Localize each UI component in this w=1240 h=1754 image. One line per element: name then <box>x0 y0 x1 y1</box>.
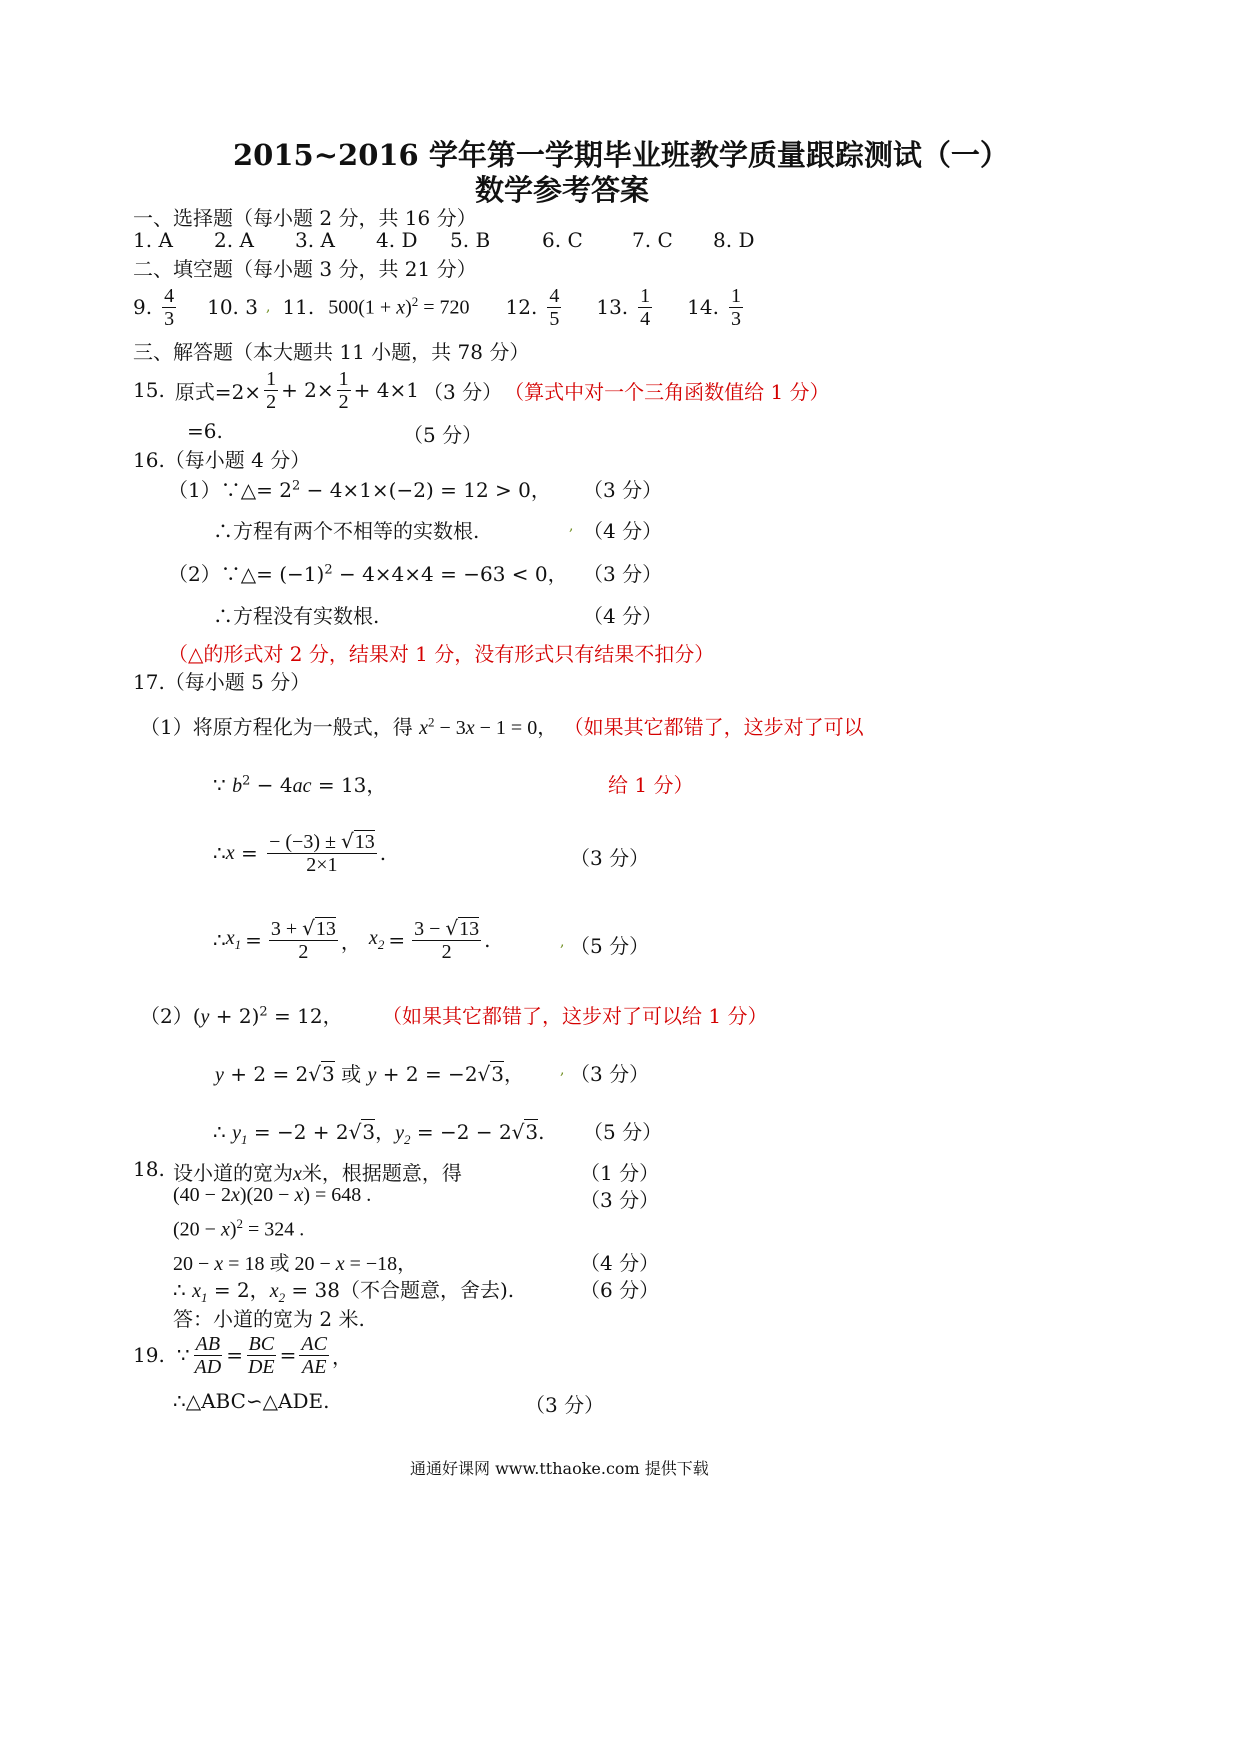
variable: y <box>215 1064 224 1086</box>
expr-variable: x <box>396 296 406 319</box>
q16-part2-conclusion-score: （4 分） <box>583 604 663 628</box>
fraction-denominator: 2 <box>441 941 452 963</box>
q19-fraction-2 <box>246 1333 277 1378</box>
q17-part1-text: （1）将原方程化为一般式，得 <box>140 715 413 739</box>
numerator-part: − (−3) ± <box>269 831 341 853</box>
scan-mark: , <box>265 299 271 315</box>
q18-line1 <box>173 1157 462 1186</box>
fraction-numerator: 4 <box>549 284 560 307</box>
radicand: 3 <box>322 1062 335 1086</box>
q16-part1-rest: − 4×1×(−2) = 12 > 0， <box>300 478 551 502</box>
fill-answer-row <box>133 278 746 336</box>
fraction-denominator: 2 <box>298 941 309 963</box>
q15-line2: =6. <box>187 419 223 443</box>
variable-x1: $x_1$ <box>225 927 242 952</box>
fill-q12-fraction <box>547 285 561 330</box>
fraction-denominator: 3 <box>730 307 741 330</box>
exponent: 2 <box>236 1216 244 1231</box>
expr-part: = 2， <box>207 1278 270 1302</box>
q18-answer: 答：小道的宽为 2 米. <box>173 1307 365 1331</box>
variable: y <box>200 1006 210 1028</box>
q19-fraction-3 <box>299 1333 329 1378</box>
q15-fraction-2 <box>337 368 351 413</box>
q18-text: 米，根据题意，得 <box>301 1161 462 1185</box>
equals: = <box>245 928 262 952</box>
q15-expr-post: + 4×1 <box>353 378 419 402</box>
q17-part2-start: （2）( <box>140 1004 201 1028</box>
q19-conclusion: ∴△ABC∽△ADE. <box>173 1389 330 1413</box>
fill-q14-label: 14. <box>687 295 719 319</box>
choice-answer-1: 1. A <box>133 228 173 252</box>
exponent: 2 <box>259 1004 268 1020</box>
scan-mark: , <box>569 518 574 534</box>
q17-part2-line3 <box>213 1116 545 1148</box>
variable: x <box>293 1163 302 1185</box>
q18-line3 <box>173 1216 304 1242</box>
q15-label: 15. <box>133 378 165 402</box>
q18-label: 18. <box>133 1157 165 1181</box>
q17-grading-note-1: （如果其它都错了，这步对了可以 <box>563 715 864 739</box>
expr-part: (20 − <box>173 1218 221 1241</box>
expr-part: (40 − 2 <box>173 1184 231 1206</box>
footer-source: 通通好课网 www.tthaoke.com 提供下载 <box>410 1459 709 1478</box>
variable: x <box>294 1184 304 1206</box>
exponent: 2 <box>291 478 301 494</box>
q15-score-1: （3 分） <box>423 379 503 404</box>
q17-solutions-score: （5 分） <box>570 934 650 958</box>
q17-discriminant <box>213 769 386 798</box>
q17-root-score: （3 分） <box>570 846 650 870</box>
variable-y2: $y_2$ <box>395 1122 411 1147</box>
or-word: 或 <box>334 1062 368 1086</box>
expr-part: + 2 = −2 <box>376 1062 478 1086</box>
expr-part: )(20 − <box>239 1184 295 1206</box>
variable: ac <box>292 775 312 797</box>
x1-fraction <box>269 917 338 963</box>
fraction-denominator: 2 <box>338 390 349 413</box>
fill-q13-fraction <box>638 285 652 330</box>
section-fill-heading: 二、填空题（每小题 3 分，共 21 分） <box>133 257 477 281</box>
section-solution-heading: 三、解答题（本大题共 11 小题，共 78 分） <box>133 340 530 364</box>
expr-exponent: 2 <box>411 294 419 310</box>
fill-q13-label: 13. <box>596 295 629 319</box>
variable: x <box>230 1184 240 1206</box>
variable: y <box>367 1064 377 1086</box>
variable-x2: $x_2$ <box>269 1280 286 1305</box>
scan-mark: , <box>560 934 565 950</box>
variable-x1: $x_1$ <box>192 1280 208 1305</box>
q16-part2-start: （2）∵△= (−1) <box>168 562 325 586</box>
q16-part1-conclusion-score: （4 分） <box>583 519 663 543</box>
expr-part: = 12， <box>267 1004 343 1028</box>
q17-solutions <box>213 909 490 971</box>
radicand: 13 <box>315 918 336 940</box>
expr-part: − 1 = 0， <box>474 717 558 739</box>
sqrt-icon: √ <box>511 1120 525 1144</box>
expr-part: = 13， <box>311 773 387 797</box>
variable: x <box>225 841 235 864</box>
root-fraction <box>267 830 377 876</box>
radicand: 3 <box>525 1120 539 1144</box>
fraction-numerator <box>412 917 481 941</box>
q16-grading-note: （△的形式对 2 分，结果对 1 分，没有形式只有结果不扣分） <box>168 642 715 666</box>
sqrt-icon: √ <box>348 1120 362 1144</box>
equals: = <box>388 928 406 952</box>
fill-q10: 10. 3 <box>207 295 258 319</box>
radicand: 3 <box>491 1062 505 1086</box>
comma: ， <box>504 1062 525 1086</box>
fraction-numerator <box>267 830 377 854</box>
q16-part2 <box>168 558 568 587</box>
q17-grading-note-2: 给 1 分） <box>608 773 694 797</box>
page-subtitle: 数学参考答案 <box>475 173 650 207</box>
q17-label: 17.（每小题 5 分） <box>133 670 311 694</box>
q19-score: （3 分） <box>525 1393 605 1417</box>
fraction-denominator: 3 <box>164 307 175 330</box>
fraction-denominator: 5 <box>549 307 560 330</box>
q18-line5 <box>173 1274 514 1306</box>
variable: x <box>220 1218 230 1241</box>
fill-q12-label: 12. <box>505 295 538 319</box>
fill-q11-expression <box>328 294 469 320</box>
choice-answer-6: 6. C <box>542 228 583 252</box>
choice-answer-7: 7. C <box>632 228 673 252</box>
variable: b <box>232 775 243 797</box>
q18-line5-score: （6 分） <box>580 1278 660 1302</box>
variable-y1: $y_1$ <box>232 1122 248 1147</box>
variable: x <box>465 717 475 739</box>
q18-line4-score: （4 分） <box>580 1251 660 1275</box>
comma: ， <box>340 929 361 954</box>
q15-expr-mid: + 2× <box>281 378 334 402</box>
period: . <box>484 928 491 952</box>
equals: = <box>226 1343 243 1367</box>
q15-line1 <box>133 362 830 418</box>
expr-part: − 3 <box>434 717 466 739</box>
fraction-denominator: 2×1 <box>306 854 338 876</box>
expr-part: + 2) <box>209 1004 260 1028</box>
q15-score-2: （5 分） <box>403 423 483 447</box>
therefore-symbol: ∴ <box>213 841 226 865</box>
fraction-numerator: BC <box>248 1332 275 1355</box>
choice-answer-3: 3. A <box>295 228 335 252</box>
variable: x <box>419 717 428 739</box>
fraction-numerator <box>269 917 338 941</box>
q15-grading-note: （算式中对一个三角函数值给 1 分） <box>504 379 830 404</box>
variable: x <box>214 1253 224 1275</box>
fraction-numerator: 1 <box>730 284 741 307</box>
x2-fraction <box>412 917 481 963</box>
variable-x2: $x_2$ <box>368 927 385 952</box>
period: . <box>538 1120 545 1144</box>
fraction-numerator: 1 <box>640 284 651 307</box>
comma: ， <box>375 1120 396 1144</box>
exponent: 2 <box>427 714 435 730</box>
fraction-numerator: AC <box>301 1332 327 1355</box>
q15-fraction-1 <box>264 368 278 413</box>
q17-part2-line2 <box>215 1058 524 1087</box>
section-choice-heading: 一、选择题（每小题 2 分，共 16 分） <box>133 206 477 230</box>
expr-part: = 324 . <box>243 1218 305 1241</box>
fraction-denominator: AE <box>301 1355 327 1378</box>
fraction-numerator: 1 <box>338 367 349 390</box>
q17-part1-intro <box>140 711 864 740</box>
sqrt-icon: √ <box>477 1062 491 1086</box>
therefore-symbol: ∴ <box>213 928 226 952</box>
q16-label: 16.（每小题 4 分） <box>133 448 311 472</box>
radicand: 13 <box>459 918 480 940</box>
q18-text: 设小道的宽为 <box>173 1161 293 1185</box>
fraction-denominator: 2 <box>266 390 277 413</box>
expr-part: = −18， <box>344 1253 418 1275</box>
fraction-numerator: AB <box>195 1332 221 1355</box>
q16-part2-rest: − 4×4×4 = −63 < 0， <box>332 562 568 586</box>
because-symbol: ∵ <box>213 773 233 797</box>
expr-part: ) <box>229 1218 237 1241</box>
expr-part: + 2 = 2 <box>223 1062 309 1086</box>
fill-q14-fraction <box>729 285 743 330</box>
radicand: 3 <box>362 1120 376 1144</box>
period: . <box>379 841 387 865</box>
choice-answer-8: 8. D <box>713 228 755 252</box>
fraction-denominator: AD <box>194 1355 222 1378</box>
therefore-symbol: ∴ <box>173 1278 193 1302</box>
fill-q9-label: 9. <box>133 295 153 319</box>
q18-line2-score: （3 分） <box>580 1188 660 1212</box>
fraction-numerator: 1 <box>266 367 277 390</box>
therefore-symbol: ∴ <box>213 1120 233 1144</box>
q16-part1-start: （1）∵△= 2 <box>168 478 292 502</box>
q17-part1-equation <box>419 714 558 739</box>
expr-part: 20 − <box>173 1253 215 1275</box>
sqrt-icon: √ <box>302 916 315 940</box>
scan-mark: , <box>560 1062 565 1078</box>
numerator-part: 3 − <box>414 918 446 940</box>
page-title: 2015~2016 学年第一学期毕业班教学质量跟踪测试（一） <box>233 138 1009 172</box>
expr-part: 500(1 + <box>328 296 397 319</box>
q17-part2-line2-score: （3 分） <box>570 1062 650 1086</box>
fill-q11-label: 11. <box>282 295 315 319</box>
fraction-denominator: 4 <box>640 307 651 330</box>
comma: ， <box>331 1344 352 1369</box>
expr-part: − 4 <box>250 773 293 797</box>
q17-root-formula <box>213 822 386 884</box>
expr-part: = 38（不合题意，舍去). <box>285 1278 515 1302</box>
exponent: 2 <box>242 773 251 789</box>
expr-part: ) <box>405 296 412 319</box>
q17-part2-line1 <box>140 1000 343 1029</box>
q19-line1 <box>133 1330 352 1380</box>
expr-part: = 18 或 20 − <box>223 1253 336 1275</box>
exponent: 2 <box>324 562 333 578</box>
q16-part1-score: （3 分） <box>583 478 663 502</box>
fraction-numerator: 4 <box>164 284 175 307</box>
q16-part2-score: （3 分） <box>583 562 663 586</box>
equals: = <box>234 841 265 865</box>
q17-part2-grading-note: （如果其它都错了，这步对了可以给 1 分） <box>382 1004 768 1028</box>
q18-line1-score: （1 分） <box>580 1161 660 1185</box>
expr-part: = 720 <box>418 296 470 319</box>
q18-line2 <box>173 1184 371 1207</box>
choice-answer-4: 4. D <box>376 228 418 252</box>
expr-part: = −2 − 2 <box>410 1120 512 1144</box>
q17-part2-line3-score: （5 分） <box>583 1120 663 1144</box>
choice-answer-5: 5. B <box>450 228 491 252</box>
q19-label: 19. <box>133 1343 165 1367</box>
equals: = <box>279 1343 297 1367</box>
variable: x <box>335 1253 345 1275</box>
radicand: 13 <box>354 831 375 853</box>
because-symbol: ∵ <box>176 1343 190 1367</box>
expr-part: = −2 + 2 <box>247 1120 349 1144</box>
fill-q9-fraction <box>162 285 176 330</box>
sqrt-icon: √ <box>445 916 459 940</box>
q16-part2-conclusion: ∴方程没有实数根. <box>213 604 380 628</box>
q16-part1-conclusion: ∴方程有两个不相等的实数根. <box>213 519 480 543</box>
q15-expr-pre: 原式=2× <box>174 379 262 404</box>
expr-part: ) = 648 . <box>303 1184 372 1206</box>
sqrt-icon: √ <box>340 829 354 853</box>
q16-part1 <box>168 474 551 503</box>
q18-line4 <box>173 1247 417 1276</box>
q19-fraction-1 <box>193 1333 224 1378</box>
fraction-denominator: DE <box>247 1355 275 1378</box>
numerator-part: 3 + <box>270 918 303 940</box>
choice-answer-2: 2. A <box>214 228 254 252</box>
sqrt-icon: √ <box>308 1062 322 1086</box>
